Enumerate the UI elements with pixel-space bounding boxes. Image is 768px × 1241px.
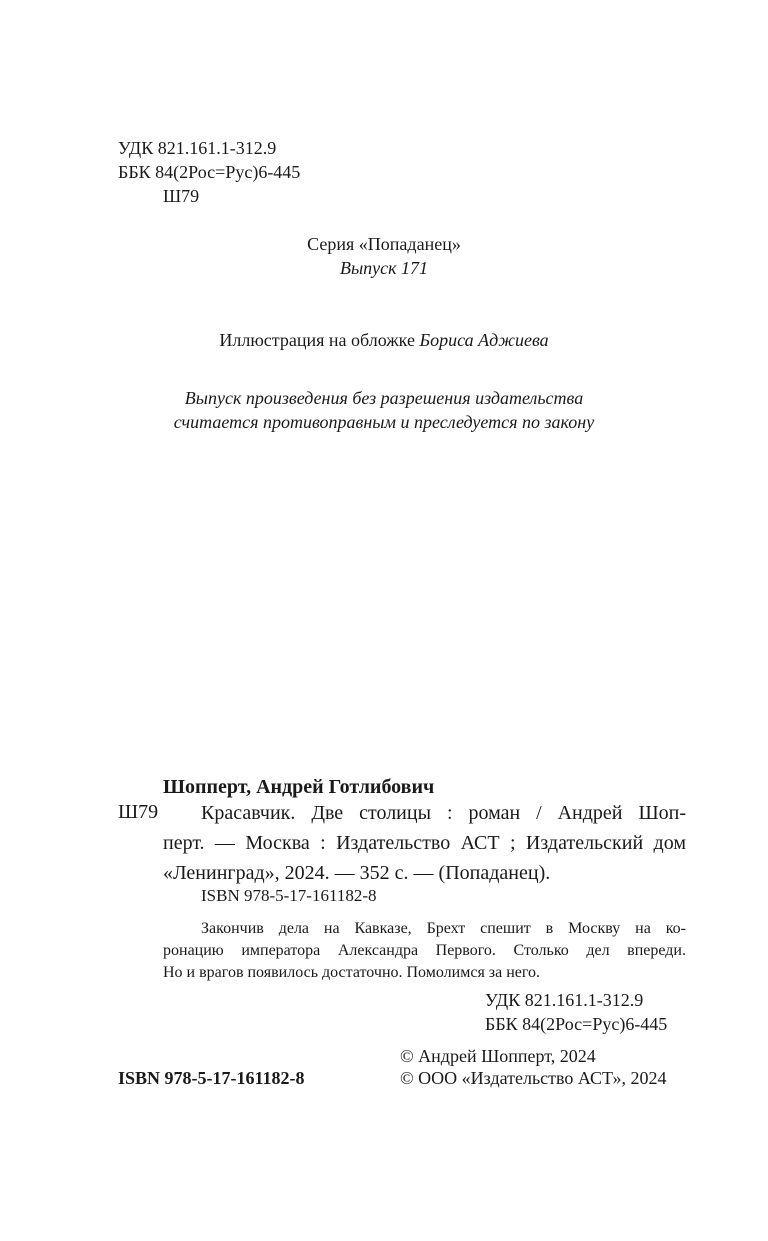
illustration-credit	[0, 328, 768, 352]
entry-line-2: перт. — Москва : Издательство АСТ ; Издательский дом	[163, 832, 686, 854]
entry-author-code: Ш79	[118, 801, 159, 823]
bottom-udk-code: УДК 821.161.1-312.9	[485, 990, 644, 1010]
annotation-line-2: ронацию императора Александра Первого. Столько дел впереди.	[163, 942, 686, 959]
entry-title-line	[201, 798, 686, 828]
top-bbk-code: ББК 84(2Рос=Рус)6-445	[118, 162, 301, 182]
bottom-bbk-code: ББК 84(2Рос=Рус)6-445	[485, 1014, 668, 1034]
entry-line-1: Красавчик. Две столицы : роман / Андрей Шоп-	[201, 802, 686, 824]
illustration-artist: Бориса Аджиева	[419, 330, 549, 350]
copyright-publisher: © ООО «Издательство АСТ», 2024	[400, 1068, 667, 1088]
entry-isbn: ISBN 978-5-17-161182-8	[201, 886, 377, 905]
illustration-prefix: Иллюстрация на обложке	[219, 330, 420, 350]
annotation-line-1: Закончив дела на Кавказе, Брехт спешит в Москву на ко-	[201, 920, 686, 937]
warning-line-2: считается противоправным и преследуется по закону	[173, 412, 595, 432]
author-heading: Шопперт, Андрей Готлибович	[163, 776, 435, 798]
entry-continuation	[163, 828, 686, 888]
annotation-line-3: Но и врагов появилось достаточно. Помолимся за него.	[163, 964, 541, 981]
isbn-bold: ISBN 978-5-17-161182-8	[118, 1068, 305, 1088]
issue-label: Выпуск 171	[339, 258, 429, 278]
top-author-code: Ш79	[163, 186, 200, 206]
entry-line-3: «Ленинград», 2024. — 352 с. — (Попаданец).	[163, 862, 551, 884]
copyright-author: © Андрей Шопперт, 2024	[400, 1046, 596, 1066]
top-udk-code: УДК 821.161.1-312.9	[118, 138, 277, 158]
warning-line-1: Выпуск произведения без разрешения издательства	[184, 388, 584, 408]
annotation	[163, 918, 686, 984]
series-label: Серия «Попаданец»	[307, 234, 461, 254]
